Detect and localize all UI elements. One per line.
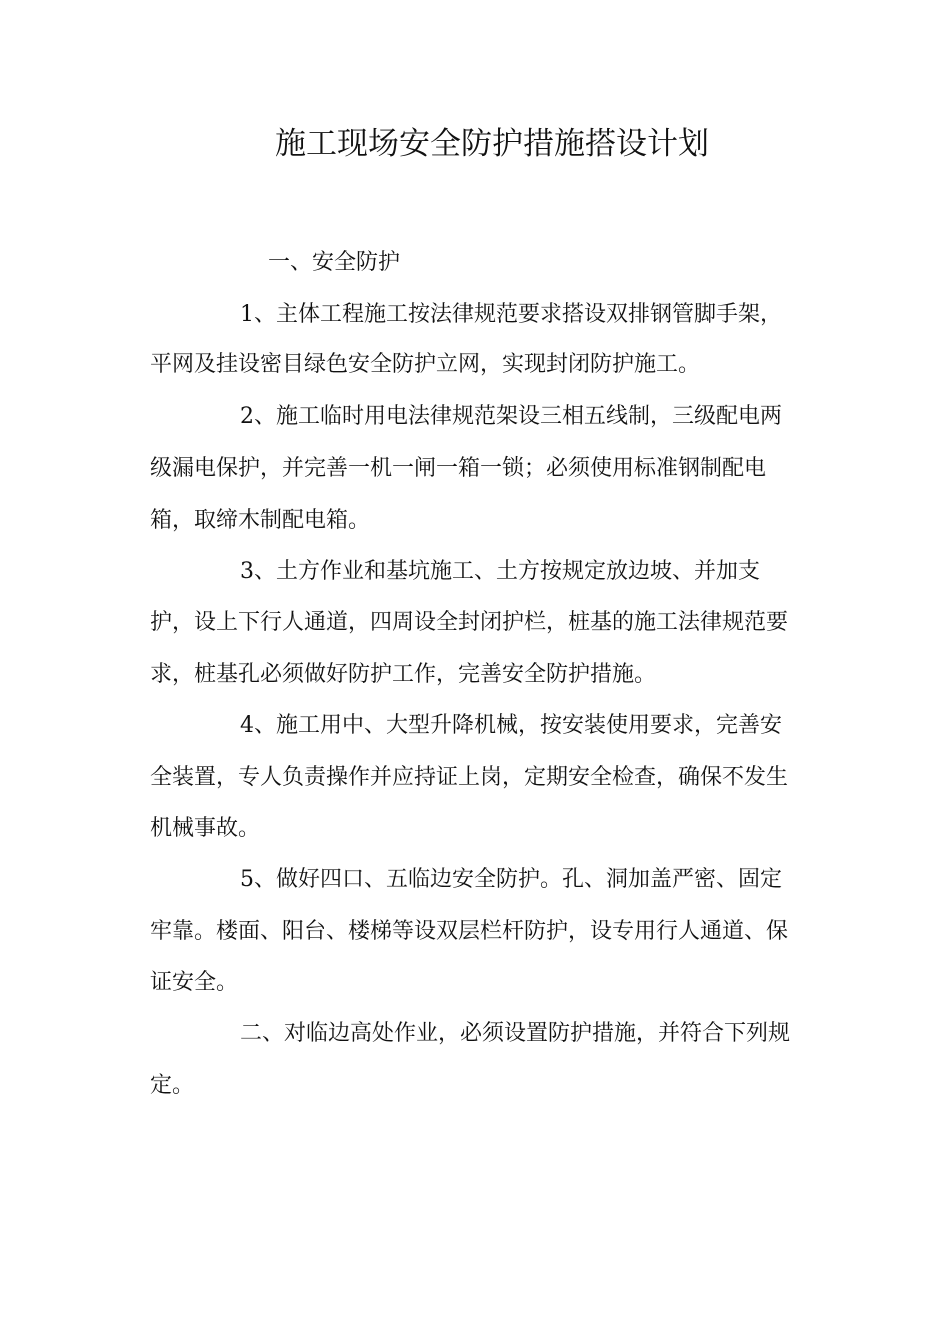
section-heading-2-line-1: 二、对临边高处作业，必须设置防护措施，并符合下列规 xyxy=(240,1021,791,1046)
paragraph-3-line-3: 求，桩基孔必须做好防护工作，完善安全防护措施。 xyxy=(150,662,657,687)
paragraph-2-line-3: 箱，取缔木制配电箱。 xyxy=(150,508,371,533)
paragraph-2-line-1: 2、施工临时用电法律规范架设三相五线制，三级配电两 xyxy=(240,404,782,429)
paragraph-5-line-3: 证安全。 xyxy=(150,970,239,995)
section-heading-1: 一、安全防护 xyxy=(268,250,401,275)
paragraph-4-line-3: 机械事故。 xyxy=(150,816,261,841)
paragraph-4-line-2: 全装置，专人负责操作并应持证上岗，定期安全检查，确保不发生 xyxy=(150,765,789,790)
paragraph-5-line-1: 5、做好四口、五临边安全防护。孔、洞加盖严密、固定 xyxy=(240,867,782,892)
paragraph-4-line-1: 4、施工用中、大型升降机械，按安装使用要求，完善安 xyxy=(240,713,782,738)
paragraph-3-line-2: 护，设上下行人通道，四周设全封闭护栏，桩基的施工法律规范要 xyxy=(150,610,789,635)
section-heading-2-line-2: 定。 xyxy=(150,1073,195,1098)
document-title: 施工现场安全防护措施搭设计划 xyxy=(275,126,709,162)
paragraph-3-line-1: 3、土方作业和基坑施工、土方按规定放边坡、并加支 xyxy=(240,559,760,584)
paragraph-1-line-2: 平网及挂设密目绿色安全防护立网，实现封闭防护施工。 xyxy=(150,352,701,377)
paragraph-2-line-2: 级漏电保护，并完善一机一闸一箱一锁；必须使用标准钢制配电 xyxy=(150,456,767,481)
paragraph-1-line-1: 1、主体工程施工按法律规范要求搭设双排钢管脚手架， xyxy=(240,302,782,327)
paragraph-5-line-2: 牢靠。楼面、阳台、楼梯等设双层栏杆防护，设专用行人通道、保 xyxy=(150,919,789,944)
